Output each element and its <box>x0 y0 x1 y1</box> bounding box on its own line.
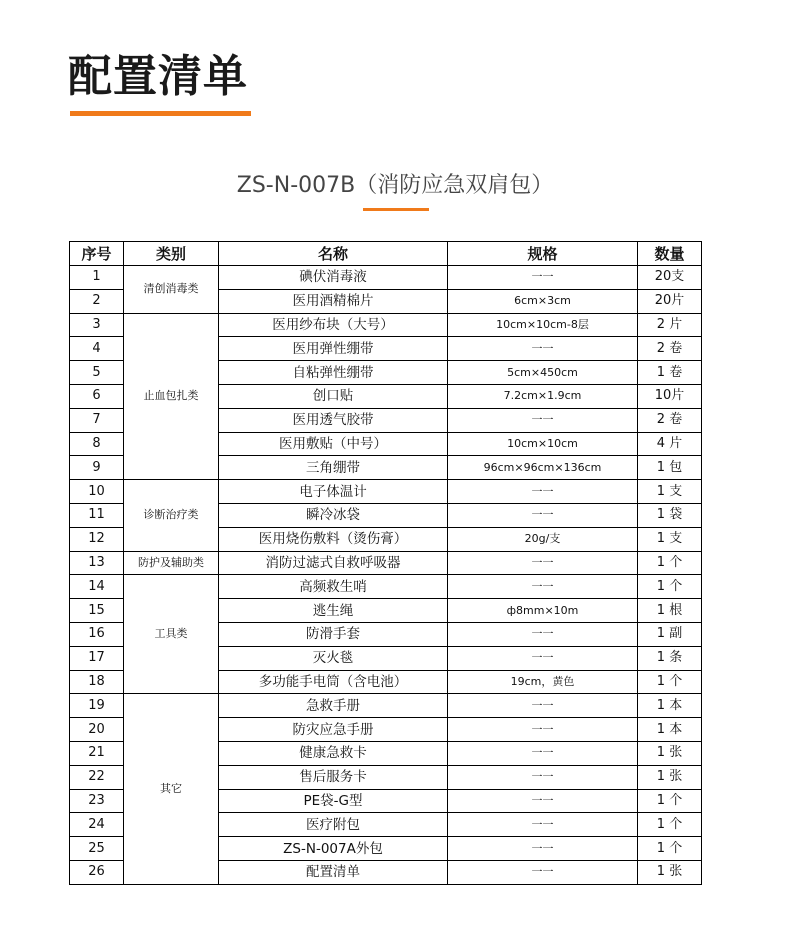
item-name: 碘伏消毒液 <box>219 266 448 290</box>
row-number: 22 <box>70 765 124 789</box>
table-body <box>70 266 702 885</box>
item-spec: ф8mm×10m <box>448 599 638 623</box>
item-quantity: 1 条 <box>638 646 702 670</box>
category-cell: 诊断治疗类 <box>124 480 219 551</box>
column-header: 类别 <box>124 242 219 266</box>
item-name: 医用烧伤敷料（烫伤膏） <box>219 527 448 551</box>
item-spec: 一一 <box>448 789 638 813</box>
item-quantity: 1 本 <box>638 718 702 742</box>
item-spec: 一一 <box>448 741 638 765</box>
item-name: 创口贴 <box>219 384 448 408</box>
item-spec: 一一 <box>448 837 638 861</box>
table-row <box>70 313 702 337</box>
row-number: 9 <box>70 456 124 480</box>
row-number: 4 <box>70 337 124 361</box>
item-spec: 一一 <box>448 551 638 575</box>
item-spec: 一一 <box>448 694 638 718</box>
item-quantity: 1 副 <box>638 622 702 646</box>
item-spec: 一一 <box>448 408 638 432</box>
item-quantity: 1 支 <box>638 480 702 504</box>
item-name: 医用透气胶带 <box>219 408 448 432</box>
item-spec: 一一 <box>448 480 638 504</box>
item-spec: 10cm×10cm <box>448 432 638 456</box>
item-name: 自粘弹性绷带 <box>219 361 448 385</box>
row-number: 3 <box>70 313 124 337</box>
row-number: 19 <box>70 694 124 718</box>
row-number: 16 <box>70 622 124 646</box>
item-spec: 7.2cm×1.9cm <box>448 384 638 408</box>
item-spec: 一一 <box>448 860 638 884</box>
item-quantity: 1 卷 <box>638 361 702 385</box>
item-name: 医用纱布块（大号） <box>219 313 448 337</box>
item-quantity: 1 个 <box>638 789 702 813</box>
item-name: 健康急救卡 <box>219 741 448 765</box>
item-spec: 96cm×96cm×136cm <box>448 456 638 480</box>
item-quantity: 1 包 <box>638 456 702 480</box>
item-spec: 一一 <box>448 575 638 599</box>
table-row <box>70 266 702 290</box>
item-name: 医疗附包 <box>219 813 448 837</box>
row-number: 14 <box>70 575 124 599</box>
item-spec: 10cm×10cm-8层 <box>448 313 638 337</box>
row-number: 21 <box>70 741 124 765</box>
item-quantity: 10片 <box>638 384 702 408</box>
item-name: 防灾应急手册 <box>219 718 448 742</box>
row-number: 25 <box>70 837 124 861</box>
column-header: 名称 <box>219 242 448 266</box>
item-quantity: 1 个 <box>638 575 702 599</box>
item-name: 电子体温计 <box>219 480 448 504</box>
row-number: 10 <box>70 480 124 504</box>
item-name: 医用敷贴（中号） <box>219 432 448 456</box>
item-spec: 一一 <box>448 646 638 670</box>
item-name: 急救手册 <box>219 694 448 718</box>
item-quantity: 2 片 <box>638 313 702 337</box>
item-spec: 6cm×3cm <box>448 289 638 313</box>
item-quantity: 1 根 <box>638 599 702 623</box>
item-quantity: 1 个 <box>638 551 702 575</box>
item-quantity: 1 个 <box>638 837 702 861</box>
row-number: 26 <box>70 860 124 884</box>
item-quantity: 1 支 <box>638 527 702 551</box>
item-quantity: 1 张 <box>638 860 702 884</box>
table-row <box>70 551 702 575</box>
column-header: 数量 <box>638 242 702 266</box>
item-name: ZS-N-007A外包 <box>219 837 448 861</box>
item-spec: 5cm×450cm <box>448 361 638 385</box>
item-quantity: 1 袋 <box>638 503 702 527</box>
row-number: 18 <box>70 670 124 694</box>
item-name: 售后服务卡 <box>219 765 448 789</box>
item-spec: 20g/支 <box>448 527 638 551</box>
page-title: 配置清单 <box>68 51 248 102</box>
configuration-table <box>69 241 702 885</box>
item-quantity: 20片 <box>638 289 702 313</box>
item-quantity: 1 个 <box>638 670 702 694</box>
category-cell: 清创消毒类 <box>124 266 219 314</box>
row-number: 23 <box>70 789 124 813</box>
category-cell: 其它 <box>124 694 219 884</box>
category-cell: 防护及辅助类 <box>124 551 219 575</box>
item-quantity: 2 卷 <box>638 337 702 361</box>
item-spec: 一一 <box>448 266 638 290</box>
item-spec: 19cm，黄色 <box>448 670 638 694</box>
item-name: 消防过滤式自救呼吸器 <box>219 551 448 575</box>
item-name: 逃生绳 <box>219 599 448 623</box>
column-header: 序号 <box>70 242 124 266</box>
table-header-row <box>70 242 702 266</box>
item-name: 医用酒精棉片 <box>219 289 448 313</box>
row-number: 24 <box>70 813 124 837</box>
row-number: 17 <box>70 646 124 670</box>
item-spec: 一一 <box>448 622 638 646</box>
item-name: PE袋-G型 <box>219 789 448 813</box>
item-spec: 一一 <box>448 765 638 789</box>
item-quantity: 1 张 <box>638 741 702 765</box>
item-name: 三角绷带 <box>219 456 448 480</box>
item-quantity: 2 卷 <box>638 408 702 432</box>
row-number: 13 <box>70 551 124 575</box>
item-quantity: 1 个 <box>638 813 702 837</box>
row-number: 1 <box>70 266 124 290</box>
product-subtitle: ZS-N-007B（消防应急双肩包） <box>236 173 554 198</box>
item-name: 高频救生哨 <box>219 575 448 599</box>
column-header: 规格 <box>448 242 638 266</box>
category-cell: 止血包扎类 <box>124 313 219 480</box>
table-row <box>70 480 702 504</box>
category-cell: 工具类 <box>124 575 219 694</box>
item-spec: 一一 <box>448 337 638 361</box>
title-underline <box>70 111 251 116</box>
row-number: 12 <box>70 527 124 551</box>
item-name: 多功能手电筒（含电池） <box>219 670 448 694</box>
row-number: 6 <box>70 384 124 408</box>
table-row <box>70 575 702 599</box>
item-name: 防滑手套 <box>219 622 448 646</box>
item-quantity: 4 片 <box>638 432 702 456</box>
row-number: 7 <box>70 408 124 432</box>
row-number: 15 <box>70 599 124 623</box>
item-spec: 一一 <box>448 813 638 837</box>
table-row <box>70 694 702 718</box>
item-name: 灭火毯 <box>219 646 448 670</box>
row-number: 2 <box>70 289 124 313</box>
item-quantity: 1 本 <box>638 694 702 718</box>
row-number: 8 <box>70 432 124 456</box>
row-number: 11 <box>70 503 124 527</box>
subtitle-underline <box>363 208 429 211</box>
row-number: 20 <box>70 718 124 742</box>
row-number: 5 <box>70 361 124 385</box>
item-spec: 一一 <box>448 503 638 527</box>
item-spec: 一一 <box>448 718 638 742</box>
item-name: 配置清单 <box>219 860 448 884</box>
item-quantity: 20支 <box>638 266 702 290</box>
item-name: 瞬冷冰袋 <box>219 503 448 527</box>
item-quantity: 1 张 <box>638 765 702 789</box>
item-name: 医用弹性绷带 <box>219 337 448 361</box>
